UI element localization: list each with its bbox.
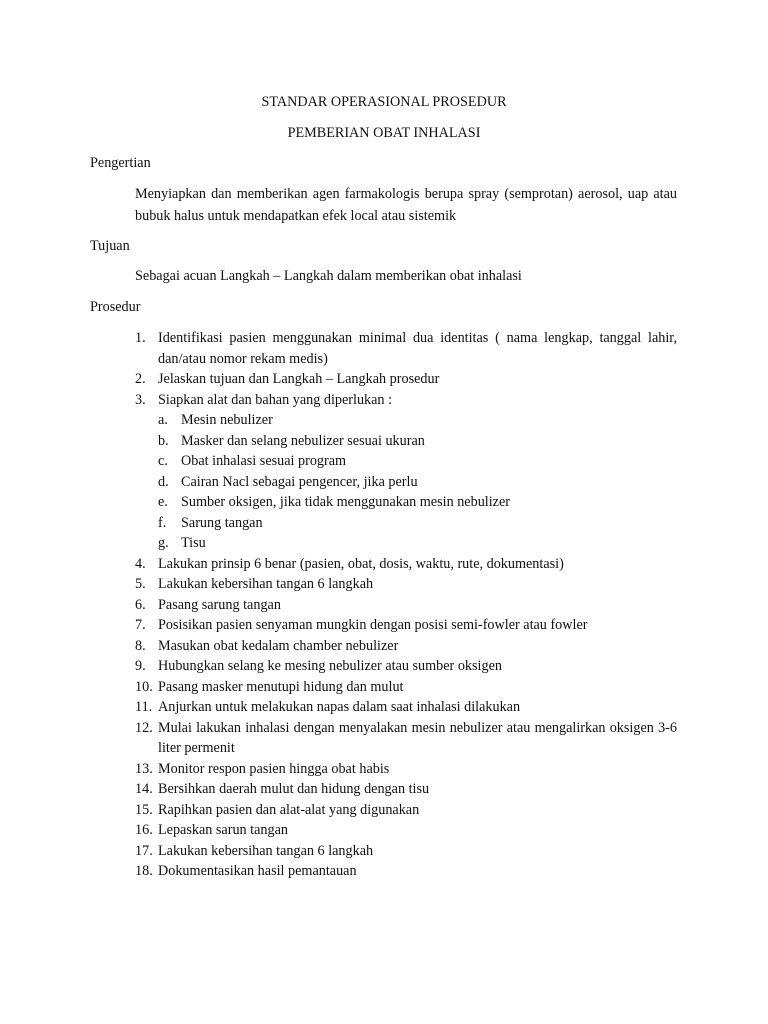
section-text-tujuan: Sebagai acuan Langkah – Langkah dalam memberikan obat inhalasi: [135, 268, 522, 284]
step-number: 4.: [135, 555, 146, 572]
procedure-step: [135, 861, 677, 882]
sub-text: Mesin nebulizer: [181, 412, 273, 428]
sub-text: Sarung tangan: [181, 514, 263, 531]
sub-text: Masker dan selang nebulizer sesuai ukuran: [181, 432, 425, 449]
sub-letter: a.: [158, 412, 168, 428]
step-text: Rapihkan pasien dan alat-alat yang digunakan: [158, 801, 420, 818]
procedure-step: [135, 697, 677, 718]
procedure-step: [135, 820, 677, 841]
section-heading-prosedur: Prosedur: [90, 299, 141, 315]
step-text: Pasang masker menutupi hidung dan mulut: [158, 678, 404, 695]
step-text: Hubungkan selang ke mesing nebulizer atau sumber oksigen: [158, 658, 502, 674]
step-number: 12.: [135, 719, 153, 736]
step-number: 5.: [135, 576, 146, 592]
step-text: Mulai lakukan inhalasi dengan menyalakan mesin nebulizer atau mengalirkan oksigen 3-6 liter permenit: [158, 719, 677, 756]
step-number: 2.: [135, 371, 146, 387]
procedure-step: [135, 636, 677, 657]
procedure-step: [135, 595, 677, 616]
step-number: 14.: [135, 781, 153, 797]
equipment-item: [158, 410, 677, 431]
step-text: Monitor respon pasien hingga obat habis: [158, 760, 390, 777]
equipment-item: [158, 431, 677, 452]
procedure-step: [135, 841, 677, 862]
step-text: Identifikasi pasien menggunakan minimal dua identitas ( nama lengkap, tanggal lahir, dan/atau nomor rekam medis): [158, 330, 677, 367]
step-number: 15.: [135, 801, 153, 818]
sub-text: Tisu: [181, 535, 206, 551]
procedure-step-list: [135, 328, 677, 882]
step-number: 9.: [135, 658, 146, 674]
step-text: Siapkan alat dan bahan yang diperlukan :: [158, 391, 393, 408]
step-number: 17.: [135, 842, 153, 859]
sub-letter: d.: [158, 473, 169, 490]
procedure-step: [135, 759, 677, 780]
equipment-sub-list: [158, 410, 677, 554]
sub-letter: f.: [158, 514, 167, 531]
document-subtitle: PEMBERIAN OBAT INHALASI: [287, 125, 481, 141]
step-number: 13.: [135, 760, 153, 777]
step-text: Lepaskan sarun tangan: [158, 822, 289, 838]
sub-letter: g.: [158, 535, 169, 551]
step-text: Lakukan kebersihan tangan 6 langkah: [158, 576, 374, 592]
step-text: Lakukan prinsip 6 benar (pasien, obat, dosis, waktu, rute, dokumentasi): [158, 555, 564, 572]
procedure-step: [135, 554, 677, 575]
equipment-item: [158, 472, 677, 493]
step-text: Bersihkan daerah mulut dan hidung dengan tisu: [158, 781, 430, 797]
step-text: Posisikan pasien senyaman mungkin dengan posisi semi-fowler atau fowler: [158, 617, 588, 633]
document-title: STANDAR OPERASIONAL PROSEDUR: [261, 94, 507, 110]
step-number: 1.: [135, 330, 146, 346]
procedure-step: [135, 718, 677, 759]
procedure-step: [135, 328, 677, 369]
procedure-step: [135, 800, 677, 821]
equipment-item: [158, 492, 677, 513]
sub-text: Sumber oksigen, jika tidak menggunakan mesin nebulizer: [181, 494, 510, 510]
step-number: 16.: [135, 822, 153, 838]
step-text: Jelaskan tujuan dan Langkah – Langkah prosedur: [158, 371, 440, 387]
step-text: Lakukan kebersihan tangan 6 langkah: [158, 842, 374, 859]
step-text: Masukan obat kedalam chamber nebulizer: [158, 637, 399, 654]
step-number: 8.: [135, 637, 146, 654]
procedure-step: [135, 369, 677, 390]
step-number: 11.: [135, 699, 153, 715]
section-heading-tujuan: Tujuan: [90, 238, 130, 254]
equipment-item: [158, 533, 677, 554]
equipment-item: [158, 513, 677, 534]
step-text: Anjurkan untuk melakukan napas dalam saat inhalasi dilakukan: [158, 699, 521, 715]
step-text: Dokumentasikan hasil pemantauan: [158, 863, 357, 879]
sub-text: Cairan Nacl sebagai pengencer, jika perlu: [181, 473, 418, 490]
sub-text: Obat inhalasi sesuai program: [181, 453, 347, 469]
section-text-pengertian: Menyiapkan dan memberikan agen farmakologis berupa spray (semprotan) aerosol, uap atau bubuk halus untuk mendapatkan efek local atau sistemik: [135, 186, 677, 224]
procedure-step: [135, 574, 677, 595]
procedure-step: [135, 656, 677, 677]
section-heading-pengertian: Pengertian: [90, 155, 151, 171]
procedure-step: [135, 615, 677, 636]
step-number: 6.: [135, 596, 146, 613]
equipment-item: [158, 451, 677, 472]
sub-letter: c.: [158, 453, 168, 469]
step-number: 10.: [135, 678, 153, 695]
step-number: 3.: [135, 391, 146, 408]
step-text: Pasang sarung tangan: [158, 596, 281, 613]
step-number: 7.: [135, 617, 146, 633]
sub-letter: b.: [158, 432, 169, 449]
procedure-step: [135, 779, 677, 800]
procedure-step: [135, 390, 677, 554]
step-number: 18.: [135, 863, 153, 879]
sub-letter: e.: [158, 494, 168, 510]
procedure-step: [135, 677, 677, 698]
